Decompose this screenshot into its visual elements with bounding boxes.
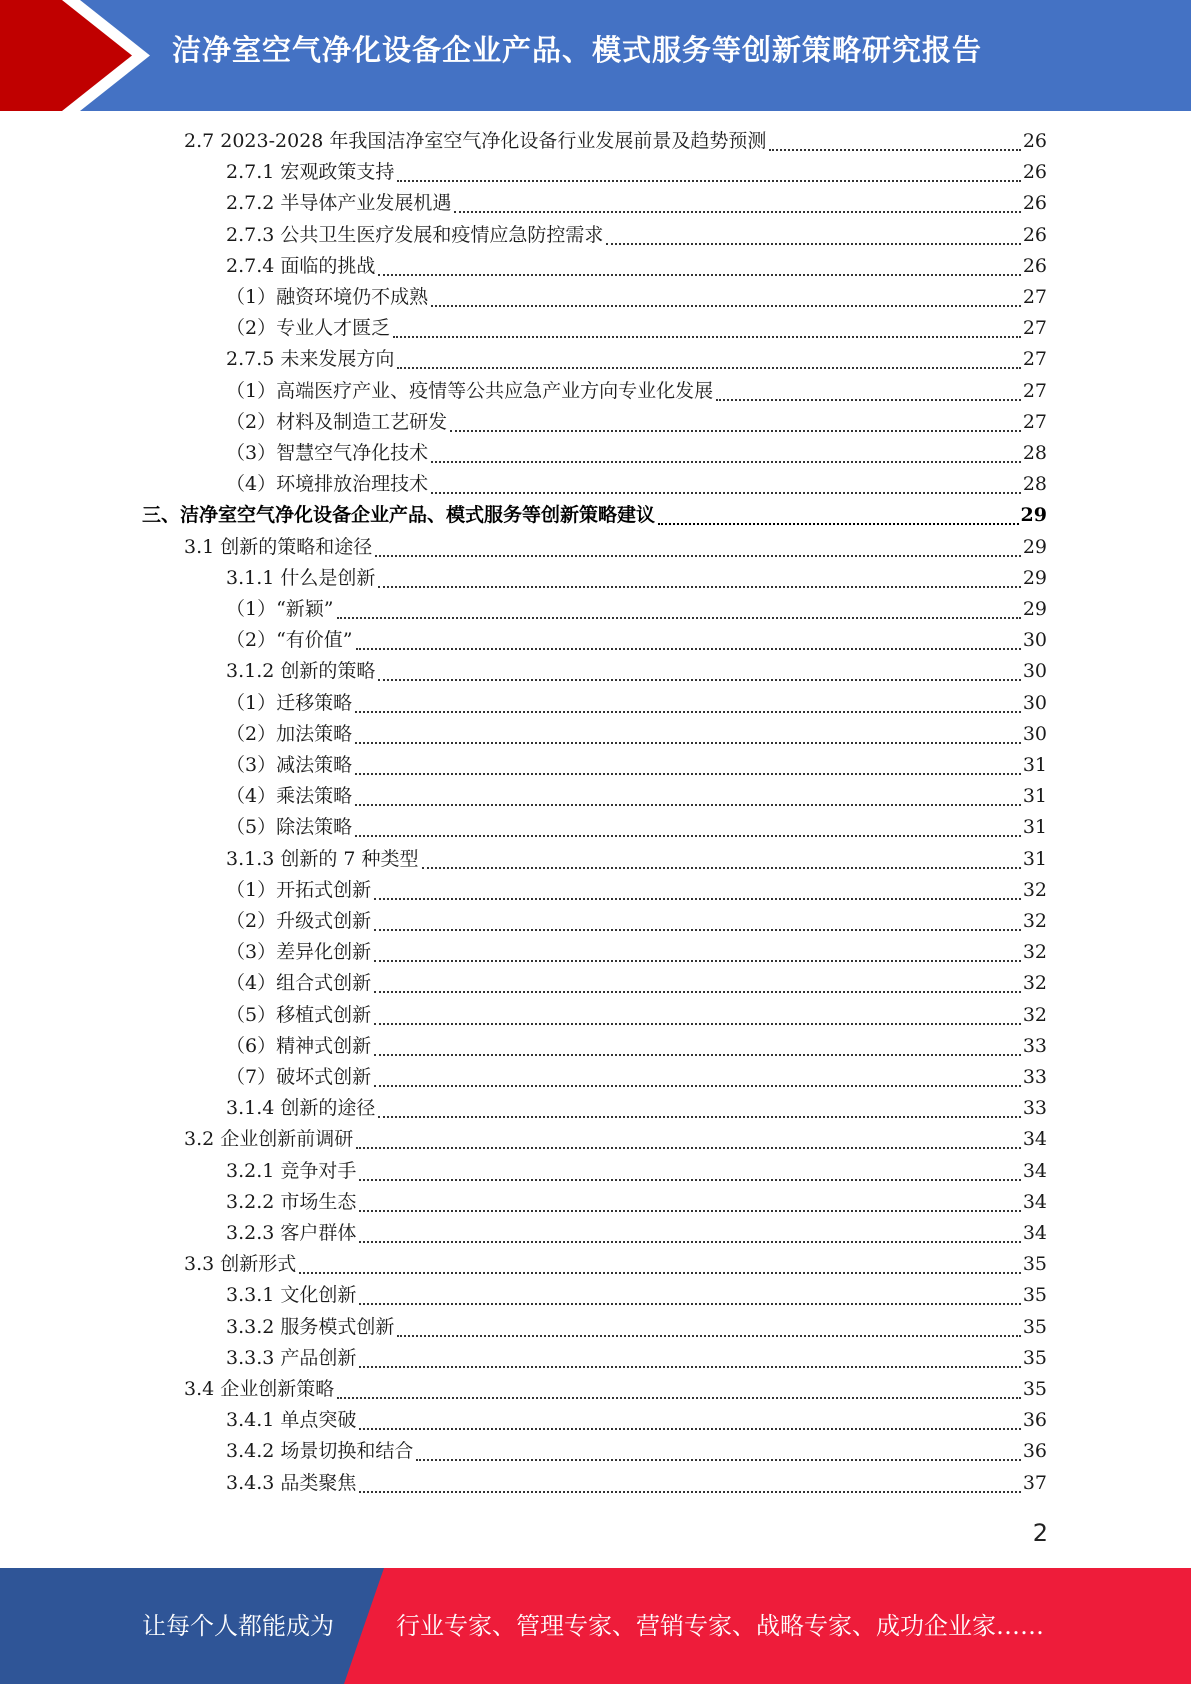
page-header-banner — [0, 0, 1191, 111]
toc-entry-title: 3.2.2 市场生态 — [226, 1190, 357, 1213]
toc-entry-title: （4）乘法策略 — [226, 785, 353, 808]
toc-dot-leader — [378, 679, 1020, 681]
toc-entry-title: （4）组合式创新 — [226, 972, 372, 995]
toc-entry-title: 3.1 创新的策略和途径 — [184, 535, 373, 558]
toc-entry[interactable] — [226, 594, 1047, 625]
toc-entry-title: （1）融资环境仍不成熟 — [226, 286, 429, 308]
toc-entry-page: 30 — [1022, 660, 1047, 683]
toc-entry-page: 28 — [1022, 442, 1047, 464]
toc-entry-page: 32 — [1022, 1003, 1047, 1026]
toc-entry-title: 3.1.4 创新的途径 — [226, 1097, 376, 1120]
toc-entry[interactable] — [226, 376, 1047, 407]
toc-entry-page: 30 — [1022, 691, 1047, 714]
toc-entry[interactable] — [226, 344, 1047, 375]
toc-entry-page: 26 — [1022, 161, 1047, 184]
toc-dot-leader — [378, 274, 1020, 276]
toc-entry[interactable] — [226, 750, 1047, 781]
toc-entry[interactable] — [226, 469, 1047, 500]
toc-entry-page: 27 — [1022, 410, 1047, 433]
toc-entry-title: 2.7.1 宏观政策支持 — [226, 161, 395, 184]
toc-entry[interactable] — [226, 1405, 1047, 1436]
toc-entry[interactable] — [226, 625, 1047, 656]
toc-dot-leader — [393, 336, 1021, 338]
toc-entry-title: （1）开拓式创新 — [226, 878, 372, 901]
footer-slogan-right: 行业专家、管理专家、营销专家、战略专家、成功企业家…… — [396, 1612, 1044, 1640]
toc-entry-title: 2.7.5 未来发展方向 — [226, 348, 395, 371]
red-chevron-decoration — [0, 0, 150, 111]
toc-entry[interactable] — [142, 500, 1047, 531]
toc-entry[interactable] — [226, 1312, 1047, 1343]
toc-dot-leader — [374, 960, 1021, 962]
toc-entry-title: （3）差异化创新 — [226, 941, 372, 964]
toc-entry-title: 2.7.2 半导体产业发展机遇 — [226, 192, 452, 215]
toc-dot-leader — [416, 1459, 1020, 1461]
page-number: 2 — [1032, 1519, 1048, 1547]
toc-entry-page: 31 — [1022, 754, 1047, 776]
toc-entry-title: 2.7.3 公共卫生医疗发展和疫情应急防控需求 — [226, 223, 604, 246]
toc-entry[interactable] — [226, 282, 1047, 313]
toc-entry-page: 27 — [1022, 317, 1047, 340]
toc-entry-title: （1）迁移策略 — [226, 691, 353, 714]
toc-entry[interactable] — [226, 1156, 1047, 1187]
toc-entry-page: 35 — [1022, 1315, 1047, 1338]
toc-entry-page: 29 — [1022, 535, 1047, 558]
toc-dot-leader — [397, 1335, 1020, 1337]
toc-entry-title: 3.4.2 场景切换和结合 — [226, 1440, 414, 1463]
toc-entry-title: 3.3.2 服务模式创新 — [226, 1315, 395, 1338]
toc-dot-leader — [355, 773, 1021, 775]
toc-entry-page: 29 — [1022, 566, 1047, 589]
toc-entry[interactable] — [226, 1000, 1047, 1031]
toc-entry-title: （1）“新颖” — [226, 598, 334, 620]
toc-entry-title: 2.7.4 面临的挑战 — [226, 254, 376, 277]
toc-dot-leader — [454, 211, 1020, 213]
toc-entry-page: 37 — [1022, 1471, 1047, 1494]
toc-entry-title: （6）精神式创新 — [226, 1034, 372, 1057]
toc-entry[interactable] — [226, 875, 1047, 906]
toc-entry[interactable] — [226, 1187, 1047, 1218]
toc-entry-title: （1）高端医疗产业、疫情等公共应急产业方向专业化发展 — [226, 379, 714, 402]
toc-entry-title: （2）加法策略 — [226, 722, 353, 745]
toc-entry[interactable] — [226, 1468, 1047, 1499]
toc-entry[interactable] — [226, 844, 1047, 875]
toc-entry-title: （5）移植式创新 — [226, 1003, 372, 1026]
toc-entry-title: （2）升级式创新 — [226, 910, 372, 932]
toc-entry-title: 3.3.1 文化创新 — [226, 1284, 357, 1307]
toc-entry-title: 3.4.3 品类聚焦 — [226, 1471, 357, 1494]
toc-dot-leader — [378, 1116, 1020, 1118]
toc-dot-leader — [359, 1241, 1020, 1243]
toc-entry-title: （2）材料及制造工艺研发 — [226, 410, 448, 433]
toc-entry-title: 3.1.3 创新的 7 种类型 — [226, 847, 419, 870]
toc-entry-title: 3.1.2 创新的策略 — [226, 660, 376, 683]
toc-entry-title: （5）除法策略 — [226, 816, 353, 839]
toc-dot-leader — [359, 1491, 1020, 1493]
toc-entry[interactable] — [226, 906, 1047, 937]
toc-entry-page: 29 — [1020, 504, 1047, 527]
toc-entry[interactable] — [226, 1031, 1047, 1062]
toc-dot-leader — [355, 742, 1021, 744]
toc-entry-page: 34 — [1022, 1222, 1047, 1244]
toc-dot-leader — [374, 929, 1021, 931]
toc-dot-leader — [374, 1054, 1021, 1056]
toc-dot-leader — [606, 243, 1020, 245]
page-footer-banner — [0, 1568, 1191, 1684]
toc-entry-title: （3）智慧空气净化技术 — [226, 442, 429, 464]
toc-entry[interactable] — [184, 1374, 1047, 1405]
toc-entry[interactable] — [226, 188, 1047, 219]
toc-entry-page: 31 — [1022, 816, 1047, 839]
toc-dot-leader — [450, 430, 1021, 432]
toc-entry-title: 3.3.3 产品创新 — [226, 1346, 357, 1369]
toc-entry-page: 33 — [1022, 1097, 1047, 1120]
toc-entry-page: 33 — [1022, 1034, 1047, 1057]
toc-entry-page: 35 — [1022, 1346, 1047, 1369]
toc-entry-page: 33 — [1022, 1066, 1047, 1088]
toc-dot-leader — [359, 1366, 1020, 1368]
toc-entry-title: （2）专业人才匮乏 — [226, 317, 391, 340]
toc-entry-title: 3.4.1 单点突破 — [226, 1409, 357, 1432]
toc-entry[interactable] — [226, 781, 1047, 812]
toc-entry[interactable] — [226, 157, 1047, 188]
toc-entry-page: 35 — [1022, 1284, 1047, 1307]
toc-dot-leader — [355, 835, 1021, 837]
toc-entry-page: 30 — [1022, 722, 1047, 745]
toc-dot-leader — [378, 586, 1020, 588]
toc-dot-leader — [355, 711, 1021, 713]
toc-entry-title: （4）环境排放治理技术 — [226, 473, 429, 496]
toc-entry-page: 26 — [1022, 130, 1047, 152]
toc-entry-title: 3.3 创新形式 — [184, 1253, 297, 1276]
toc-dot-leader — [374, 898, 1021, 900]
report-title: 洁净室空气净化设备企业产品、模式服务等创新策略研究报告 — [172, 33, 983, 67]
toc-entry-page: 32 — [1022, 910, 1047, 932]
toc-entry-page: 34 — [1022, 1159, 1047, 1182]
toc-entry-page: 31 — [1022, 847, 1047, 870]
toc-dot-leader — [431, 305, 1021, 307]
toc-entry-page: 35 — [1022, 1378, 1047, 1400]
toc-entry[interactable] — [226, 563, 1047, 594]
toc-entry[interactable] — [184, 126, 1047, 157]
toc-entry-page: 32 — [1022, 941, 1047, 964]
toc-entry[interactable] — [226, 407, 1047, 438]
toc-entry-page: 27 — [1022, 379, 1047, 402]
toc-entry-title: 3.1.1 什么是创新 — [226, 566, 376, 589]
toc-entry-title: 3.2.3 客户群体 — [226, 1222, 357, 1244]
toc-entry[interactable] — [226, 1436, 1047, 1467]
toc-entry-title: 3.2 企业创新前调研 — [184, 1128, 354, 1151]
toc-dot-leader — [359, 1428, 1020, 1430]
toc-entry-page: 30 — [1022, 629, 1047, 652]
toc-dot-leader — [356, 648, 1021, 650]
toc-entry-page: 31 — [1022, 785, 1047, 808]
toc-dot-leader — [431, 461, 1021, 463]
toc-entry-page: 36 — [1022, 1409, 1047, 1432]
toc-entry-page: 28 — [1022, 473, 1047, 496]
toc-entry-title: （2）“有价值” — [226, 629, 353, 652]
toc-dot-leader — [374, 991, 1021, 993]
toc-dot-leader — [359, 1179, 1020, 1181]
footer-slogan-left: 让每个人都能成为 — [142, 1612, 334, 1640]
toc-entry[interactable] — [226, 251, 1047, 282]
toc-dot-leader — [375, 555, 1021, 557]
toc-dot-leader — [374, 1085, 1021, 1087]
toc-dot-leader — [337, 617, 1021, 619]
toc-dot-leader — [431, 492, 1021, 494]
toc-entry-page: 26 — [1022, 192, 1047, 215]
toc-dot-leader — [359, 1210, 1020, 1212]
toc-entry[interactable] — [226, 968, 1047, 999]
toc-entry-title: 3.2.1 竞争对手 — [226, 1159, 357, 1182]
toc-dot-leader — [374, 1023, 1021, 1025]
toc-dot-leader — [658, 523, 1019, 525]
toc-entry-title: （7）破坏式创新 — [226, 1066, 372, 1088]
toc-dot-leader — [397, 367, 1020, 369]
toc-dot-leader — [716, 399, 1021, 401]
toc-entry-page: 35 — [1022, 1253, 1047, 1276]
toc-entry[interactable] — [226, 656, 1047, 687]
toc-entry[interactable] — [226, 1343, 1047, 1374]
toc-entry-page: 29 — [1022, 598, 1047, 620]
toc-entry-page: 36 — [1022, 1440, 1047, 1463]
toc-entry-title: 2.7 2023-2028 年我国洁净室空气净化设备行业发展前景及趋势预测 — [184, 130, 767, 152]
toc-entry[interactable] — [226, 812, 1047, 843]
toc-entry-title: 三、洁净室空气净化设备企业产品、模式服务等创新策略建议 — [142, 504, 656, 527]
toc-dot-leader — [769, 149, 1020, 151]
toc-entry[interactable] — [226, 719, 1047, 750]
toc-dot-leader — [337, 1397, 1021, 1399]
toc-dot-leader — [422, 867, 1021, 869]
toc-dot-leader — [299, 1272, 1021, 1274]
toc-entry-page: 34 — [1022, 1128, 1047, 1151]
toc-entry-page: 34 — [1022, 1190, 1047, 1213]
toc-entry[interactable] — [226, 937, 1047, 968]
toc-entry-page: 32 — [1022, 878, 1047, 901]
toc-entry[interactable] — [226, 438, 1047, 469]
toc-entry-page: 27 — [1022, 348, 1047, 371]
toc-entry[interactable] — [184, 532, 1047, 563]
toc-entry[interactable] — [226, 1093, 1047, 1124]
toc-dot-leader — [359, 1303, 1020, 1305]
toc-entry[interactable] — [226, 688, 1047, 719]
toc-entry[interactable] — [226, 1280, 1047, 1311]
toc-entry-title: （3）减法策略 — [226, 754, 353, 776]
toc-entry[interactable] — [226, 220, 1047, 251]
toc-entry[interactable] — [226, 313, 1047, 344]
toc-entry[interactable] — [226, 1218, 1047, 1249]
toc-entry-page: 26 — [1022, 223, 1047, 246]
toc-entry[interactable] — [226, 1062, 1047, 1093]
toc-entry-page: 27 — [1022, 286, 1047, 308]
toc-dot-leader — [356, 1147, 1021, 1149]
toc-entry[interactable] — [184, 1249, 1047, 1280]
toc-dot-leader — [397, 180, 1020, 182]
toc-entry-title: 3.4 企业创新策略 — [184, 1378, 335, 1400]
toc-dot-leader — [355, 804, 1021, 806]
toc-entry-page: 32 — [1022, 972, 1047, 995]
toc-entry[interactable] — [184, 1124, 1047, 1155]
toc-entry-page: 26 — [1022, 254, 1047, 277]
